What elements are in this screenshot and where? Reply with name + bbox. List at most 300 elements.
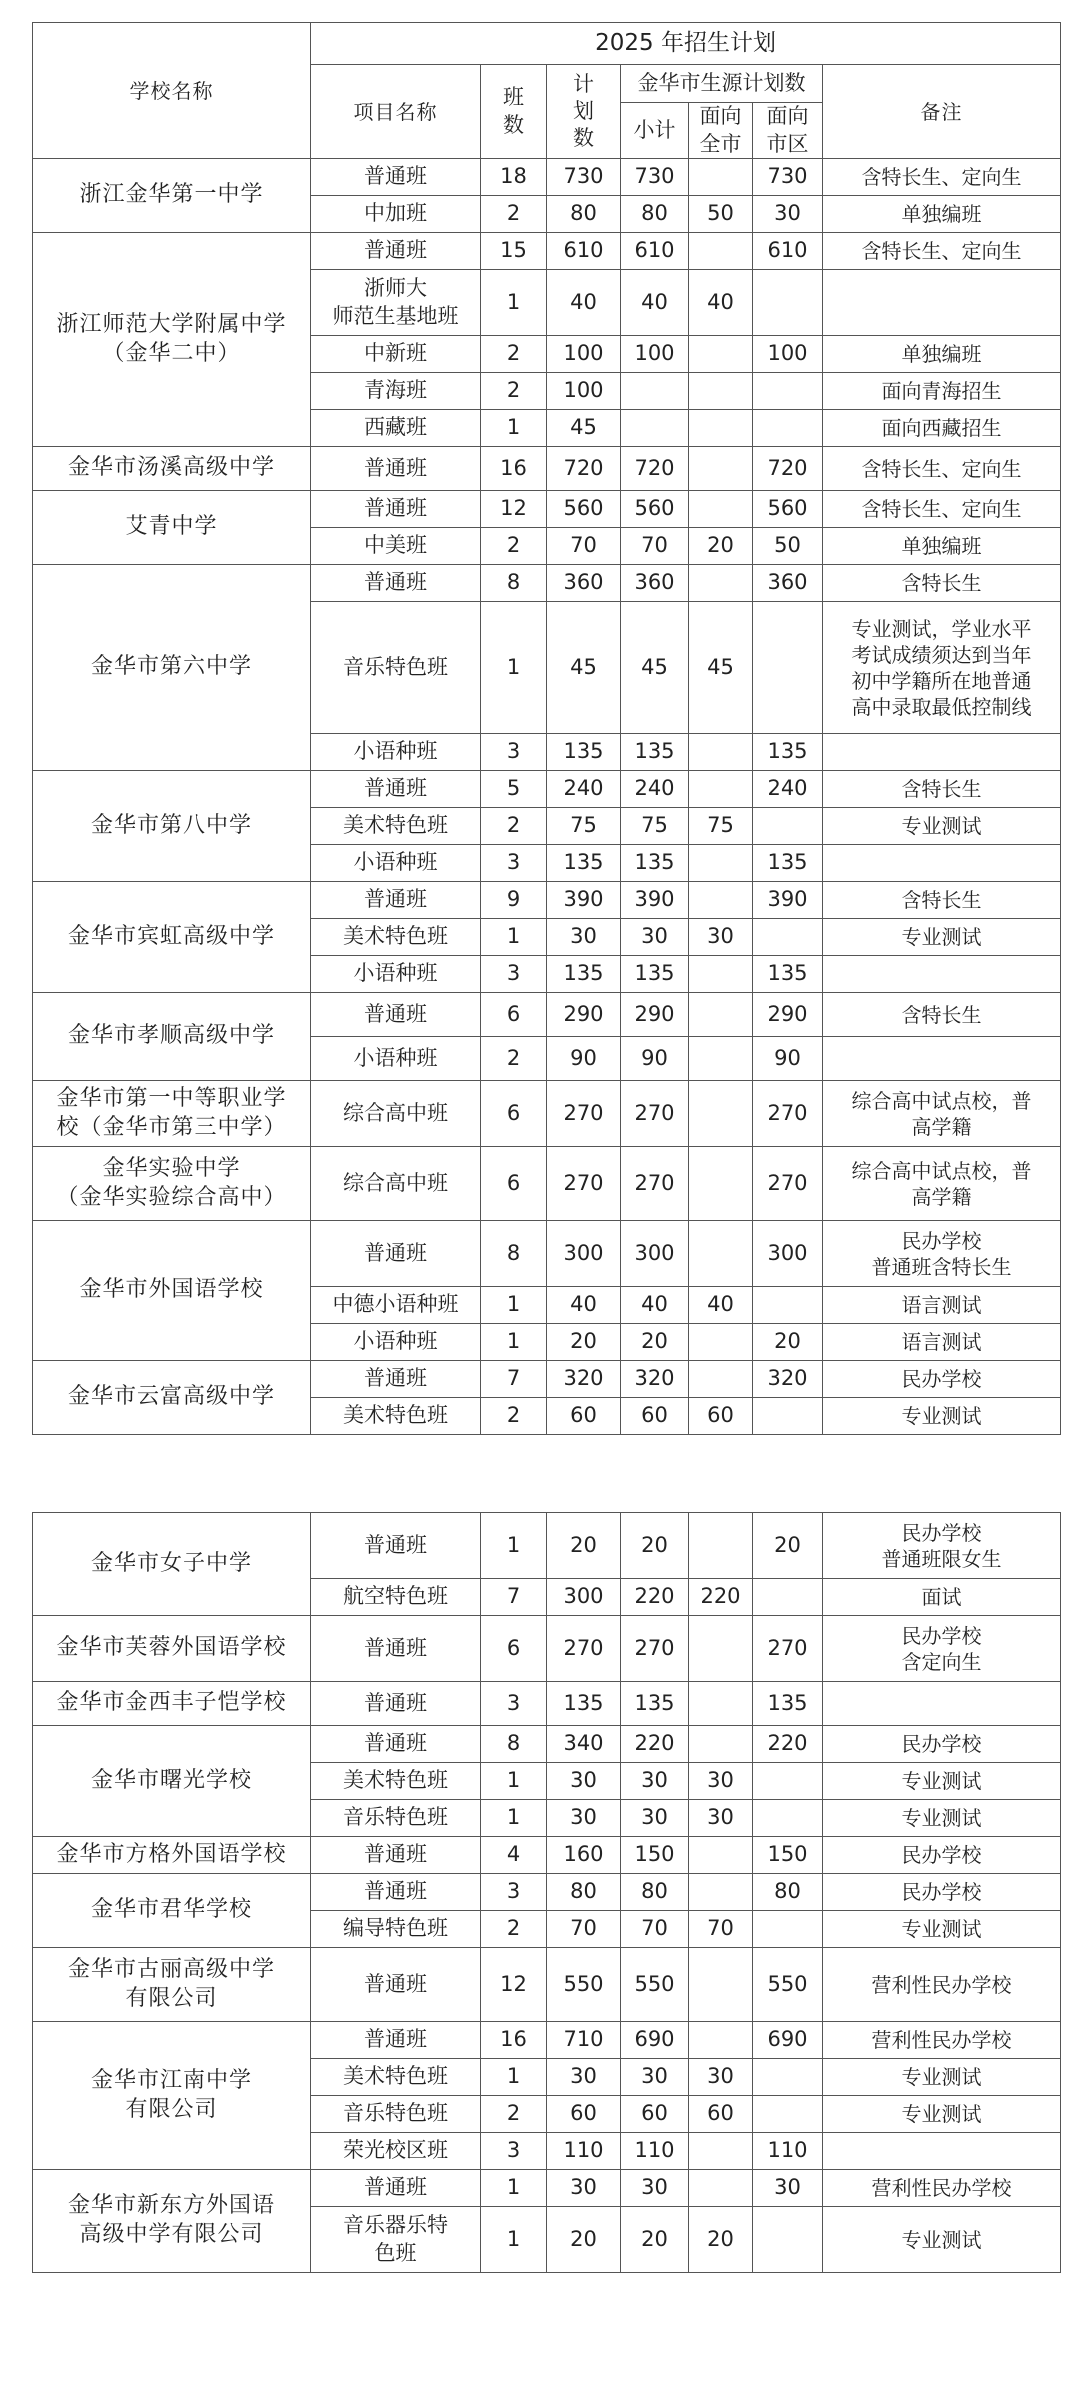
class-count-cell: 6 <box>481 993 547 1037</box>
note-cell: 专业测试 <box>823 919 1061 956</box>
note-cell: 民办学校 <box>823 1361 1061 1398</box>
plan-count-cell: 135 <box>547 956 621 993</box>
class-count-cell: 3 <box>481 1874 547 1911</box>
note-cell: 含特长生、定向生 <box>823 233 1061 270</box>
note-cell: 综合高中试点校，普 高学籍 <box>823 1081 1061 1147</box>
plan-count-cell: 610 <box>547 233 621 270</box>
project-cell: 普通班 <box>311 1682 481 1726</box>
citywide-cell <box>689 410 753 447</box>
subtotal-cell: 610 <box>621 233 689 270</box>
project-cell: 荣光校区班 <box>311 2133 481 2170</box>
class-count-cell: 3 <box>481 1682 547 1726</box>
urban-cell: 720 <box>753 447 823 491</box>
plan-count-cell: 110 <box>547 2133 621 2170</box>
class-count-cell: 2 <box>481 528 547 565</box>
plan-count-cell: 40 <box>547 270 621 336</box>
note-cell: 语言测试 <box>823 1287 1061 1324</box>
citywide-cell: 75 <box>689 808 753 845</box>
urban-cell: 135 <box>753 956 823 993</box>
citywide-cell <box>689 159 753 196</box>
note-cell <box>823 270 1061 336</box>
urban-cell: 390 <box>753 882 823 919</box>
note-cell: 含特长生、定向生 <box>823 491 1061 528</box>
plan-count-cell: 135 <box>547 1682 621 1726</box>
citywide-cell <box>689 1726 753 1763</box>
header-class-count: 班 数 <box>481 65 547 159</box>
table-body-part2 <box>33 1513 1061 2273</box>
note-cell: 专业测试 <box>823 2207 1061 2273</box>
citywide-cell <box>689 1081 753 1147</box>
note-cell: 单独编班 <box>823 196 1061 233</box>
subtotal-cell: 220 <box>621 1726 689 1763</box>
urban-cell: 90 <box>753 1037 823 1081</box>
subtotal-cell: 560 <box>621 491 689 528</box>
class-count-cell: 16 <box>481 447 547 491</box>
school-name-cell: 金华市宾虹高级中学 <box>33 882 311 993</box>
urban-cell: 270 <box>753 1081 823 1147</box>
plan-count-cell: 360 <box>547 565 621 602</box>
project-cell: 中加班 <box>311 196 481 233</box>
class-count-cell: 1 <box>481 919 547 956</box>
school-name-cell: 金华市曙光学校 <box>33 1726 311 1837</box>
plan-count-cell: 100 <box>547 336 621 373</box>
note-cell: 专业测试 <box>823 1763 1061 1800</box>
citywide-cell: 30 <box>689 1800 753 1837</box>
class-count-cell: 5 <box>481 771 547 808</box>
citywide-cell <box>689 2022 753 2059</box>
plan-count-cell: 710 <box>547 2022 621 2059</box>
subtotal-cell: 70 <box>621 1911 689 1948</box>
urban-cell: 135 <box>753 1682 823 1726</box>
header-plan-count: 计 划 数 <box>547 65 621 159</box>
class-count-cell: 3 <box>481 734 547 771</box>
citywide-cell <box>689 1361 753 1398</box>
subtotal-cell <box>621 410 689 447</box>
plan-count-cell: 90 <box>547 1037 621 1081</box>
plan-count-cell: 30 <box>547 2059 621 2096</box>
class-count-cell: 2 <box>481 336 547 373</box>
note-cell: 专业测试 <box>823 2096 1061 2133</box>
subtotal-cell: 110 <box>621 2133 689 2170</box>
plan-count-cell: 70 <box>547 528 621 565</box>
urban-cell <box>753 1800 823 1837</box>
project-cell: 美术特色班 <box>311 1763 481 1800</box>
plan-count-cell: 300 <box>547 1579 621 1616</box>
school-name-cell: 金华市古丽高级中学 有限公司 <box>33 1948 311 2022</box>
class-count-cell: 6 <box>481 1147 547 1221</box>
plan-count-cell: 60 <box>547 2096 621 2133</box>
table-row <box>33 1726 1061 1763</box>
subtotal-cell: 20 <box>621 1513 689 1579</box>
project-cell: 美术特色班 <box>311 919 481 956</box>
plan-count-cell: 270 <box>547 1616 621 1682</box>
school-name-cell: 金华市孝顺高级中学 <box>33 993 311 1081</box>
class-count-cell: 8 <box>481 1726 547 1763</box>
citywide-cell <box>689 993 753 1037</box>
table-row <box>33 1837 1061 1874</box>
table-header <box>33 23 1061 159</box>
citywide-cell: 30 <box>689 1763 753 1800</box>
plan-count-cell: 300 <box>547 1221 621 1287</box>
note-cell: 民办学校 <box>823 1837 1061 1874</box>
citywide-cell <box>689 233 753 270</box>
subtotal-cell: 60 <box>621 2096 689 2133</box>
table-row <box>33 771 1061 808</box>
citywide-cell <box>689 1682 753 1726</box>
subtotal-cell: 30 <box>621 1763 689 1800</box>
urban-cell <box>753 919 823 956</box>
urban-cell: 240 <box>753 771 823 808</box>
urban-cell <box>753 2096 823 2133</box>
class-count-cell: 4 <box>481 1837 547 1874</box>
subtotal-cell: 80 <box>621 196 689 233</box>
class-count-cell: 3 <box>481 956 547 993</box>
plan-count-cell: 45 <box>547 410 621 447</box>
class-count-cell: 18 <box>481 159 547 196</box>
urban-cell <box>753 1911 823 1948</box>
urban-cell: 30 <box>753 196 823 233</box>
citywide-cell: 20 <box>689 2207 753 2273</box>
citywide-cell <box>689 845 753 882</box>
plan-count-cell: 270 <box>547 1081 621 1147</box>
urban-cell <box>753 410 823 447</box>
table-body-part1 <box>33 159 1061 1435</box>
class-count-cell: 2 <box>481 2096 547 2133</box>
urban-cell: 360 <box>753 565 823 602</box>
header-project-name: 项目名称 <box>311 65 481 159</box>
citywide-cell: 70 <box>689 1911 753 1948</box>
subtotal-cell: 720 <box>621 447 689 491</box>
plan-count-cell: 20 <box>547 1513 621 1579</box>
note-cell: 民办学校 普通班限女生 <box>823 1513 1061 1579</box>
enrollment-plan-table-part1 <box>32 22 1061 1435</box>
project-cell: 音乐特色班 <box>311 602 481 734</box>
class-count-cell: 1 <box>481 410 547 447</box>
table-row <box>33 233 1061 270</box>
subtotal-cell: 360 <box>621 565 689 602</box>
plan-count-cell: 240 <box>547 771 621 808</box>
project-cell: 青海班 <box>311 373 481 410</box>
note-cell <box>823 1037 1061 1081</box>
project-cell: 普通班 <box>311 1726 481 1763</box>
citywide-cell: 20 <box>689 528 753 565</box>
plan-count-cell: 290 <box>547 993 621 1037</box>
table-row <box>33 2022 1061 2059</box>
plan-count-cell: 80 <box>547 1874 621 1911</box>
note-cell: 面向青海招生 <box>823 373 1061 410</box>
project-cell: 综合高中班 <box>311 1081 481 1147</box>
table-row <box>33 1221 1061 1287</box>
note-cell: 专业测试，学业水平 考试成绩须达到当年 初中学籍所在地普通 高中录取最低控制线 <box>823 602 1061 734</box>
school-name-cell: 金华市第一中等职业学 校（金华市第三中学） <box>33 1081 311 1147</box>
citywide-cell: 50 <box>689 196 753 233</box>
school-name-cell: 浙江金华第一中学 <box>33 159 311 233</box>
urban-cell: 730 <box>753 159 823 196</box>
project-cell: 普通班 <box>311 1837 481 1874</box>
subtotal-cell: 90 <box>621 1037 689 1081</box>
project-cell: 普通班 <box>311 565 481 602</box>
citywide-cell <box>689 956 753 993</box>
subtotal-cell: 60 <box>621 1398 689 1435</box>
subtotal-cell: 20 <box>621 1324 689 1361</box>
class-count-cell: 8 <box>481 1221 547 1287</box>
urban-cell: 290 <box>753 993 823 1037</box>
header-subtotal: 小计 <box>621 103 689 159</box>
note-cell: 单独编班 <box>823 336 1061 373</box>
citywide-cell <box>689 1874 753 1911</box>
table-row <box>33 491 1061 528</box>
project-cell: 综合高中班 <box>311 1147 481 1221</box>
project-cell: 音乐特色班 <box>311 1800 481 1837</box>
school-name-cell: 金华市女子中学 <box>33 1513 311 1616</box>
table-row <box>33 993 1061 1037</box>
project-cell: 编导特色班 <box>311 1911 481 1948</box>
project-cell: 美术特色班 <box>311 2059 481 2096</box>
note-cell: 含特长生 <box>823 565 1061 602</box>
school-name-cell: 金华市方格外国语学校 <box>33 1837 311 1874</box>
class-count-cell: 7 <box>481 1579 547 1616</box>
plan-count-cell: 270 <box>547 1147 621 1221</box>
school-name-cell: 金华实验中学 （金华实验综合高中） <box>33 1147 311 1221</box>
project-cell: 小语种班 <box>311 734 481 771</box>
subtotal-cell: 30 <box>621 2170 689 2207</box>
citywide-cell <box>689 882 753 919</box>
class-count-cell: 6 <box>481 1081 547 1147</box>
table-row <box>33 2170 1061 2207</box>
subtotal-cell: 270 <box>621 1147 689 1221</box>
urban-cell <box>753 270 823 336</box>
citywide-cell <box>689 1948 753 2022</box>
project-cell: 航空特色班 <box>311 1579 481 1616</box>
project-cell: 普通班 <box>311 233 481 270</box>
project-cell: 普通班 <box>311 771 481 808</box>
school-name-cell: 金华市第六中学 <box>33 565 311 771</box>
plan-count-cell: 20 <box>547 2207 621 2273</box>
urban-cell <box>753 602 823 734</box>
citywide-cell <box>689 447 753 491</box>
project-cell: 小语种班 <box>311 1324 481 1361</box>
plan-count-cell: 720 <box>547 447 621 491</box>
plan-count-cell: 390 <box>547 882 621 919</box>
project-cell: 普通班 <box>311 1513 481 1579</box>
class-count-cell: 7 <box>481 1361 547 1398</box>
header-notes: 备注 <box>823 65 1061 159</box>
plan-count-cell: 100 <box>547 373 621 410</box>
subtotal-cell: 270 <box>621 1081 689 1147</box>
citywide-cell: 45 <box>689 602 753 734</box>
urban-cell <box>753 373 823 410</box>
note-cell: 含特长生 <box>823 771 1061 808</box>
table-row <box>33 1948 1061 2022</box>
subtotal-cell: 550 <box>621 1948 689 2022</box>
citywide-cell <box>689 491 753 528</box>
plan-count-cell: 45 <box>547 602 621 734</box>
note-cell: 语言测试 <box>823 1324 1061 1361</box>
note-cell: 面试 <box>823 1579 1061 1616</box>
plan-count-cell: 20 <box>547 1324 621 1361</box>
urban-cell: 550 <box>753 1948 823 2022</box>
subtotal-cell: 150 <box>621 1837 689 1874</box>
table-row <box>33 1513 1061 1579</box>
class-count-cell: 2 <box>481 373 547 410</box>
table-row <box>33 1147 1061 1221</box>
class-count-cell: 1 <box>481 1324 547 1361</box>
urban-cell: 560 <box>753 491 823 528</box>
note-cell: 专业测试 <box>823 2059 1061 2096</box>
project-cell: 中新班 <box>311 336 481 373</box>
table-row <box>33 882 1061 919</box>
project-cell: 普通班 <box>311 491 481 528</box>
note-cell: 专业测试 <box>823 1800 1061 1837</box>
project-cell: 普通班 <box>311 159 481 196</box>
table-row <box>33 1682 1061 1726</box>
class-count-cell: 1 <box>481 2059 547 2096</box>
citywide-cell <box>689 734 753 771</box>
subtotal-cell: 30 <box>621 2059 689 2096</box>
note-cell: 含特长生 <box>823 993 1061 1037</box>
project-cell: 普通班 <box>311 882 481 919</box>
citywide-cell <box>689 336 753 373</box>
project-cell: 音乐特色班 <box>311 2096 481 2133</box>
project-cell: 小语种班 <box>311 1037 481 1081</box>
citywide-cell <box>689 565 753 602</box>
project-cell: 普通班 <box>311 1948 481 2022</box>
plan-count-cell: 550 <box>547 1948 621 2022</box>
project-cell: 小语种班 <box>311 956 481 993</box>
class-count-cell: 1 <box>481 1800 547 1837</box>
plan-count-cell: 320 <box>547 1361 621 1398</box>
note-cell: 营利性民办学校 <box>823 2170 1061 2207</box>
subtotal-cell: 290 <box>621 993 689 1037</box>
school-name-cell: 金华市芙蓉外国语学校 <box>33 1616 311 1682</box>
project-cell: 普通班 <box>311 1361 481 1398</box>
urban-cell: 135 <box>753 845 823 882</box>
table-row <box>33 159 1061 196</box>
note-cell: 营利性民办学校 <box>823 1948 1061 2022</box>
class-count-cell: 2 <box>481 1911 547 1948</box>
project-cell: 音乐器乐特 色班 <box>311 2207 481 2273</box>
class-count-cell: 1 <box>481 1763 547 1800</box>
school-name-cell: 金华市君华学校 <box>33 1874 311 1948</box>
plan-count-cell: 75 <box>547 808 621 845</box>
urban-cell: 135 <box>753 734 823 771</box>
plan-count-cell: 60 <box>547 1398 621 1435</box>
enrollment-plan-table-part2 <box>32 1512 1061 2273</box>
subtotal-cell: 40 <box>621 1287 689 1324</box>
school-name-cell: 金华市外国语学校 <box>33 1221 311 1361</box>
subtotal-cell: 690 <box>621 2022 689 2059</box>
citywide-cell <box>689 2170 753 2207</box>
class-count-cell: 1 <box>481 270 547 336</box>
subtotal-cell: 135 <box>621 956 689 993</box>
plan-count-cell: 340 <box>547 1726 621 1763</box>
subtotal-cell: 80 <box>621 1874 689 1911</box>
class-count-cell: 16 <box>481 2022 547 2059</box>
project-cell: 普通班 <box>311 2022 481 2059</box>
subtotal-cell: 75 <box>621 808 689 845</box>
plan-count-cell: 40 <box>547 1287 621 1324</box>
project-cell: 美术特色班 <box>311 808 481 845</box>
note-cell: 专业测试 <box>823 1398 1061 1435</box>
citywide-cell <box>689 1221 753 1287</box>
note-cell <box>823 956 1061 993</box>
project-cell: 普通班 <box>311 1874 481 1911</box>
note-cell <box>823 845 1061 882</box>
urban-cell: 270 <box>753 1616 823 1682</box>
note-cell: 民办学校 含定向生 <box>823 1616 1061 1682</box>
class-count-cell: 2 <box>481 808 547 845</box>
urban-cell <box>753 1398 823 1435</box>
urban-cell: 50 <box>753 528 823 565</box>
note-cell: 民办学校 普通班含特长生 <box>823 1221 1061 1287</box>
project-cell: 小语种班 <box>311 845 481 882</box>
urban-cell: 100 <box>753 336 823 373</box>
citywide-cell <box>689 2133 753 2170</box>
plan-count-cell: 30 <box>547 2170 621 2207</box>
citywide-cell: 220 <box>689 1579 753 1616</box>
note-cell: 面向西藏招生 <box>823 410 1061 447</box>
citywide-cell <box>689 771 753 808</box>
subtotal-cell: 135 <box>621 734 689 771</box>
citywide-cell: 40 <box>689 270 753 336</box>
subtotal-cell: 30 <box>621 919 689 956</box>
urban-cell <box>753 808 823 845</box>
plan-count-cell: 30 <box>547 919 621 956</box>
class-count-cell: 12 <box>481 491 547 528</box>
citywide-cell <box>689 1037 753 1081</box>
plan-count-cell: 70 <box>547 1911 621 1948</box>
header-school-name: 学校名称 <box>33 23 311 159</box>
table-row <box>33 1874 1061 1911</box>
subtotal-cell: 300 <box>621 1221 689 1287</box>
citywide-cell <box>689 1837 753 1874</box>
urban-cell: 30 <box>753 2170 823 2207</box>
school-name-cell: 金华市云富高级中学 <box>33 1361 311 1435</box>
class-count-cell: 9 <box>481 882 547 919</box>
note-cell <box>823 2133 1061 2170</box>
note-cell: 民办学校 <box>823 1874 1061 1911</box>
subtotal-cell: 70 <box>621 528 689 565</box>
school-name-cell: 金华市新东方外国语 高级中学有限公司 <box>33 2170 311 2273</box>
note-cell: 含特长生 <box>823 882 1061 919</box>
subtotal-cell: 20 <box>621 2207 689 2273</box>
table-row <box>33 1616 1061 1682</box>
subtotal-cell: 135 <box>621 1682 689 1726</box>
urban-cell <box>753 2207 823 2273</box>
class-count-cell: 1 <box>481 1513 547 1579</box>
school-name-cell: 金华市金西丰子恺学校 <box>33 1682 311 1726</box>
project-cell: 中德小语种班 <box>311 1287 481 1324</box>
note-cell: 专业测试 <box>823 808 1061 845</box>
plan-count-cell: 160 <box>547 1837 621 1874</box>
plan-count-cell: 80 <box>547 196 621 233</box>
urban-cell: 300 <box>753 1221 823 1287</box>
urban-cell <box>753 1763 823 1800</box>
subtotal-cell: 390 <box>621 882 689 919</box>
urban-cell: 80 <box>753 1874 823 1911</box>
class-count-cell: 2 <box>481 196 547 233</box>
note-cell: 营利性民办学校 <box>823 2022 1061 2059</box>
citywide-cell <box>689 1324 753 1361</box>
citywide-cell <box>689 373 753 410</box>
class-count-cell: 1 <box>481 602 547 734</box>
citywide-cell: 30 <box>689 919 753 956</box>
class-count-cell: 2 <box>481 1037 547 1081</box>
school-name-cell: 艾青中学 <box>33 491 311 565</box>
citywide-cell <box>689 1616 753 1682</box>
urban-cell: 270 <box>753 1147 823 1221</box>
plan-count-cell: 730 <box>547 159 621 196</box>
